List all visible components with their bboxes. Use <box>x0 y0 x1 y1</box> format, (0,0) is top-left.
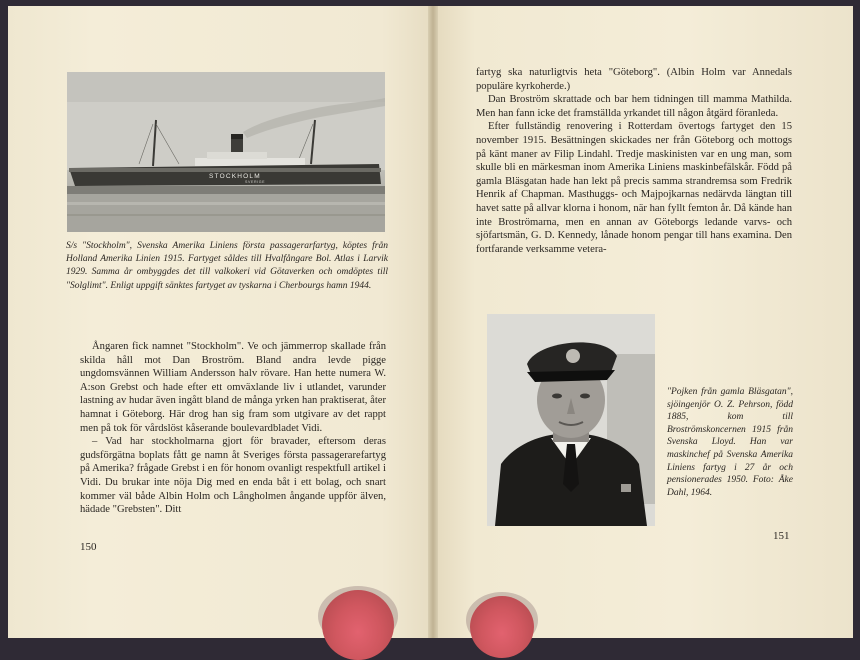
paragraph: – Vad har stockholmarna gjort för bravader, eftersom deras gudsförgätna boplats fått ge namn åt Sveriges första passagerarefartyg på Amerika? frågade Grebst i en för honom ovanligt respektfull artikel i Vidi. Du brukar inte nöja Dig med en enda båt i ett bolag, och snart kommer väl både Albin Holm och Långholmen ångande uppför älven, hädade "Grebsten". Ditt <box>80 436 386 516</box>
portrait-illustration <box>487 314 655 526</box>
paragraph: Dan Broström skrattade och bar hem tidningen till mamma Mathilda. Men han fann icke det framställda yrkandet till någon åtgärd föranleda. <box>476 94 792 119</box>
thumb-right <box>470 596 534 658</box>
hull-subtext: SVERIGE <box>245 180 266 184</box>
ship-photo <box>67 72 385 232</box>
book-gutter <box>428 6 438 638</box>
right-body-text <box>476 66 792 256</box>
ship-illustration <box>67 72 385 232</box>
paragraph: Efter fullständig renovering i Rotterdam övertogs fartyget den 15 november 1915. Besättningen skickades ner från Göteborg och mottogs på känt maner av Filip Lindahl. Tredje maskinisten var en ung man, som skulle bli en märkesman inom Amerika Liniens maskinbefälskår. Född på gamla Bläsgatan hade han lekt på precis samma strandremsa som Fredrik Henrik af Chapman. Masthuggs- och Majpojkarnas nedärvda längtan till havet satte på allvar klorna i honom, när han fyllt femton år. Då kände han inte Broströmarna, men en annan av Göteborgs ledande varvs- och sjöfartsmän, G. D. Kennedy, lånade honom pengar till hans examina. Den fortfarande verksamme vetera- <box>476 121 792 255</box>
hull-name-text: STOCKHOLM <box>209 173 261 180</box>
left-body-text <box>80 340 386 517</box>
paragraph: fartyg ska naturligtvis heta "Göteborg". (Albin Holm var Annedals populäre kyrkoherde.) <box>476 67 792 92</box>
page-number-right: 151 <box>773 530 790 542</box>
portrait-caption: "Pojken från gamla Bläsgatan", sjöingenjör O. Z. Pehrson, född 1885, kom till Broströmskoncernen 1915 från Svenska Lloyd. Han var maskinchef på Svenska Amerika Liniens fartyg i 27 år och pensionerades 1950. Foto: Åke Dahl, 1964. <box>667 387 793 498</box>
page-number-left: 150 <box>80 541 97 553</box>
ship-photo-caption: S/s "Stockholm", Svenska Amerika Liniens första passagerarfartyg, köptes från Holland Amerika Linien 1915. Fartyget såldes till Hvalfångare Bol. Atlas i Larvik 1929. Samma år ombyggdes det till valkokeri vid Götaverken och omdöptes till "Solglimt". Enligt uppgift sänktes fartyget av tyskarna i Cherbourgs hamn 1944. <box>66 241 388 291</box>
paragraph: Ångaren fick namnet "Stockholm". Ve och jämmerrop skallade från skilda håll mot Dan Broström. Bland andra levde pigge ungdomsvännen William Andersson halv rövare. Han hette numera W. A:son Grebst och hade efter ett omväxlande liv i utlandet, varunder lastning av hudar även ingått bland de många yrken han praktiserat, åter hamnat i Göteborg. Här drog han sig fram som utgivare av det rappt men på tok för vårdslöst kåserande boulevardbladet Vidi. <box>80 341 386 434</box>
thumb-left <box>322 590 394 660</box>
portrait-photo <box>487 314 655 526</box>
